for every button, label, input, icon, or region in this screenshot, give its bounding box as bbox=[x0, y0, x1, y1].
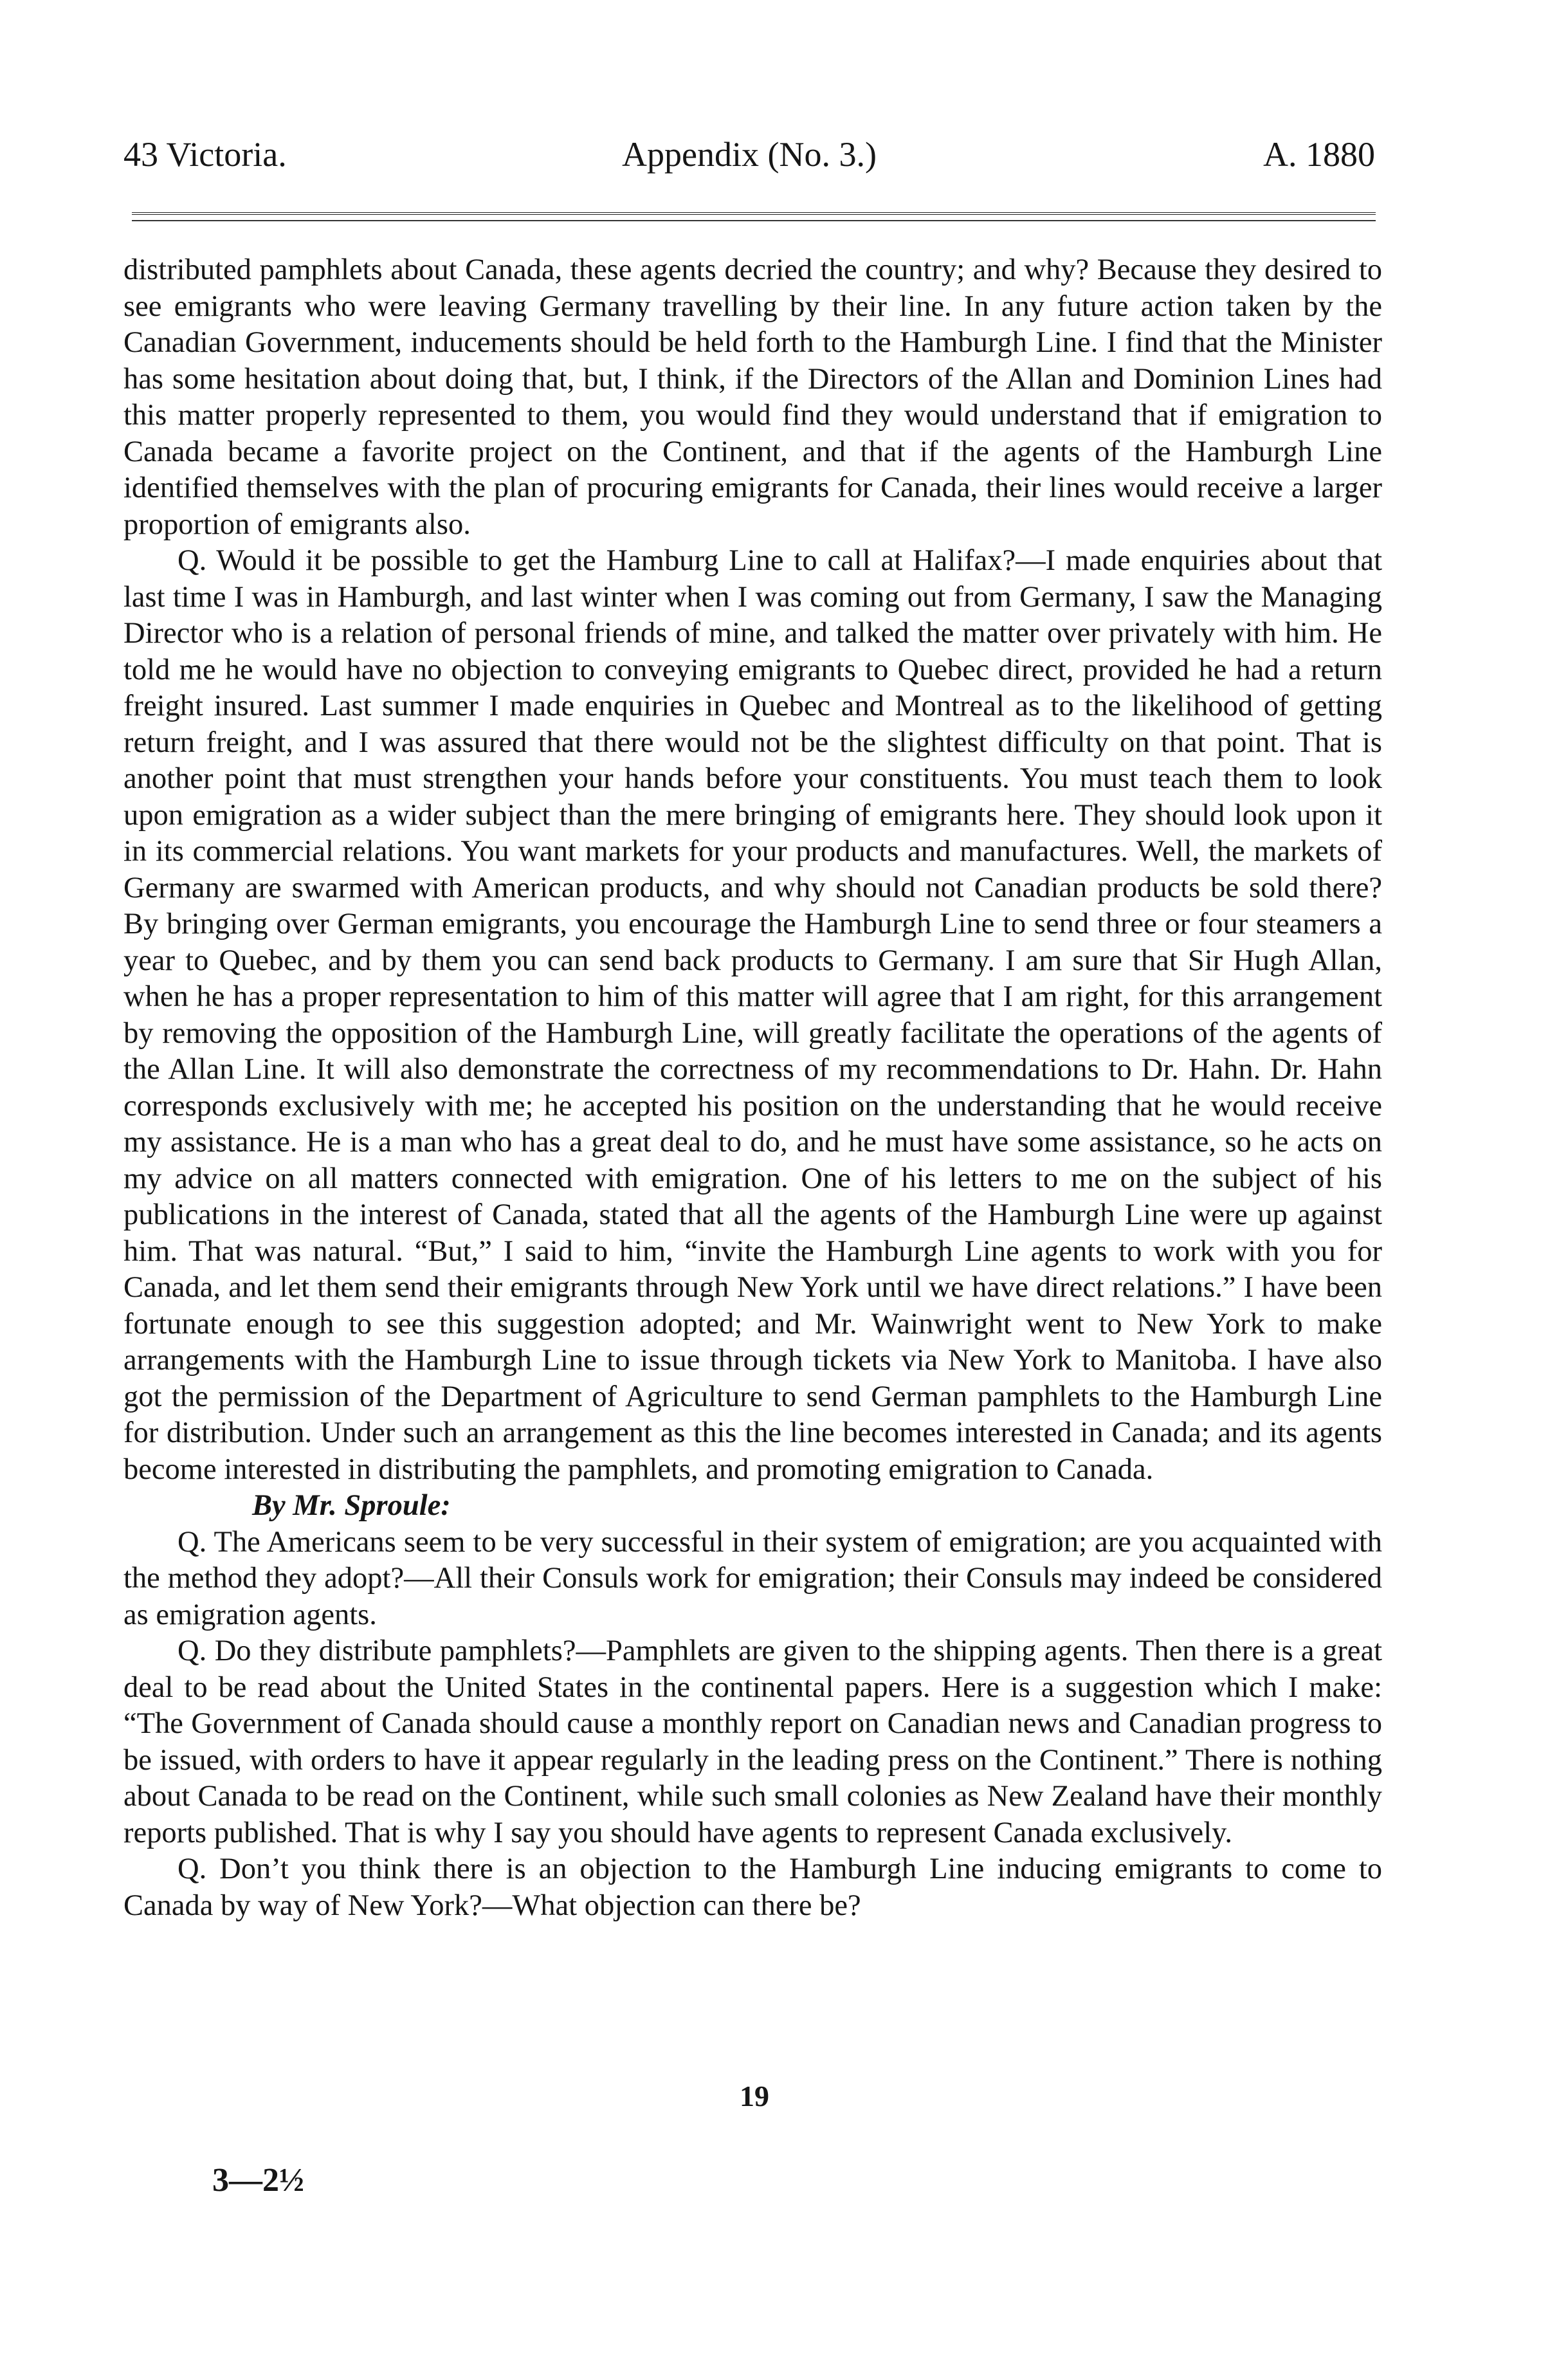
header-appendix: Appendix (No. 3.) bbox=[622, 135, 877, 174]
body-text bbox=[123, 252, 1382, 1924]
header-year: A. 1880 bbox=[1263, 135, 1375, 174]
header-session: 43 Victoria. bbox=[123, 135, 287, 174]
question-new-york: Q. Don’t you think there is an objection to the Hamburgh Line inducing emigrants to come to Canada by way of New York?—What objection can there be? bbox=[123, 1853, 1382, 1922]
speaker-heading: By Mr. Sproule: bbox=[252, 1489, 451, 1522]
header-double-rule bbox=[132, 212, 1376, 218]
question-halifax: Q. Would it be possible to get the Hamburg Line to call at Halifax?—I made enquiries about that last time I was in Hamburgh, and last winter when I was coming out from Germany, I saw the Managing Director who is a relation of personal friends of mine, and talked the matter over privately with him. He told me he would have no objection to conveying emigrants to Quebec direct, provided he had a return freight insured. Last summer I made enquiries in Quebec and Montreal as to the likelihood of getting return freight, and I was assured that there would not be the slightest difficulty on that point. That is another point that must strengthen your hands before your constituents. You must teach them to look upon emigration as a wider subject than the mere bringing of emigrants here. They should look upon it in its commercial relations. You want markets for your products and manufactures. Well, the markets of Germany are swarmed with American products, and why should not Canadian products be sold there? By bringing over German emigrants, you encourage the Hamburgh Line to send three or four steamers a year to Quebec, and by them you can send back products to Germany. I am sure that Sir Hugh Allan, when he has a proper representation to him of this matter will agree that I am right, for this arrangement by removing the opposition of the Hamburgh Line, will greatly facilitate the operations of the agents of the Allan Line. It will also demonstrate the correctness of my recommendations to Dr. Hahn. Dr. Hahn corresponds exclusively with me; he accepted his position on the understanding that he would receive my assistance. He is a man who has a great deal to do, and he must have some assistance, so he acts on my advice on all matters connected with emigration. One of his letters to me on the subject of his publications in the interest of Canada, stated that all the agents of the Hamburgh Line were up against him. That was natural. “But,” I said to him, “invite the Hamburgh Line agents to work with you for Canada, and let them send their emigrants through New York until we have direct relations.” I have been fortunate enough to see this suggestion adopted; and Mr. Wainwright went to New York to make arrangements with the Hamburgh Line to issue through tickets via New York to Manitoba. I have also got the permission of the Department of Agriculture to send German pamphlets to the Hamburgh Line for distribution. Under such an arrangement as this the line becomes interested in Canada; and its agents become interested in distributing the pamphlets, and promoting emigration to Canada. bbox=[123, 544, 1382, 1486]
running-header bbox=[123, 132, 1375, 177]
page-number: 19 bbox=[740, 2080, 769, 2112]
paragraph-continuation: distributed pamphlets about Canada, these agents decried the country; and why? Because they desired to see emigrants who were leaving Germany travelling by their line. In any future action taken by the Canadian Government, inducements should be held forth to the Hamburgh Line. I find that the Minister has some hesitation about doing that, but, I think, if the Directors of the Allan and Dominion Lines had this matter properly represented to them, you would find they would understand that if emigration to Canada became a favorite project on the Continent, and that if the agents of the Hamburgh Line identified themselves with the plan of procuring emigrants for Canada, their lines would receive a larger proportion of emigrants also. bbox=[123, 253, 1382, 541]
signature-mark: 3—2½ bbox=[212, 2162, 304, 2199]
question-pamphlets: Q. Do they distribute pamphlets?—Pamphlets are given to the shipping agents. Then there is a great deal to be read about the United States in the continental papers. Here is a suggestion which I make: “The Government of Canada should cause a monthly report on Canadian news and Canadian progress to be issued, with orders to have it appear regularly in the leading press on the Continent.” There is nothing about Canada to be read on the Continent, while such small colonies as New Zealand have their monthly reports published. That is why I say you should have agents to represent Canada exclusively. bbox=[123, 1634, 1382, 1849]
question-americans: Q. The Americans seem to be very successful in their system of emigration; are you acquainted with the method they adopt?—All their Consuls work for emigration; their Consuls may indeed be considered as emigration agents. bbox=[123, 1525, 1382, 1631]
